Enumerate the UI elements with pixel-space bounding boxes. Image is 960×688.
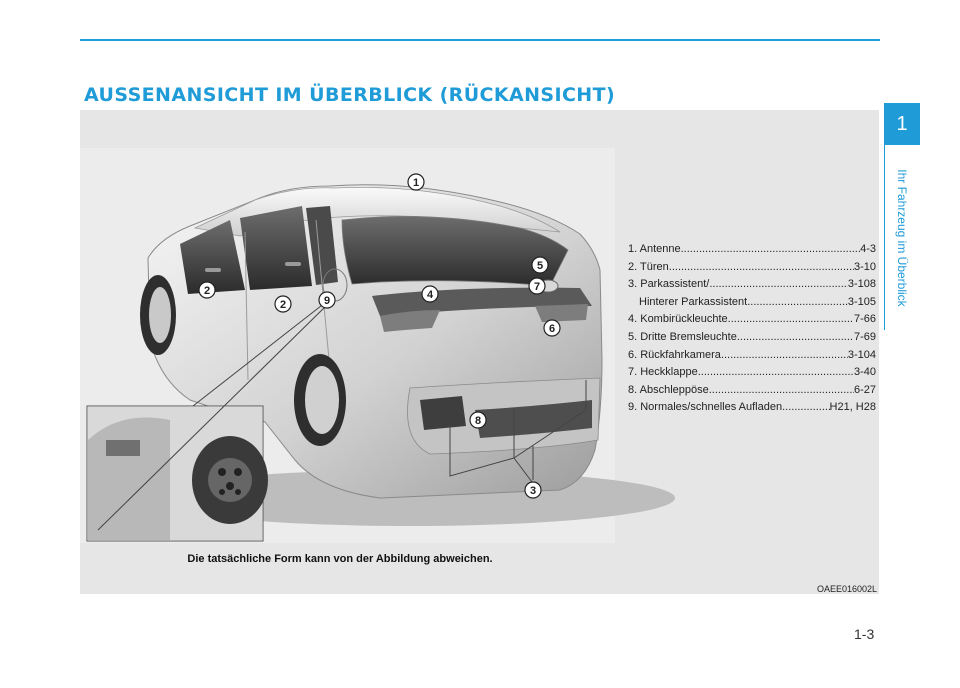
legend-item: 4. Kombirückleuchte ..... 7-66: [628, 311, 876, 329]
svg-text:2: 2: [279, 299, 287, 311]
legend-item: 3. Parkassistent/ ..... 3-108: [628, 276, 876, 294]
callout-parkassistent: [525, 482, 541, 498]
callout-heckklappe: [529, 278, 545, 294]
svg-text:1: 1: [412, 177, 420, 189]
legend-item: 2. Türen ..... 3-10: [628, 259, 876, 277]
callout-kombirueckleuchte: [422, 286, 438, 302]
front-wheel-rim: [149, 287, 171, 343]
front-door-handle: [205, 268, 221, 272]
callout-dritte-bremsleuchte: [532, 257, 548, 273]
svg-text:3: 3: [529, 485, 537, 497]
charge-flap-open: [88, 418, 170, 541]
chapter-rule: [884, 145, 885, 330]
svg-text:4: 4: [426, 289, 434, 301]
chapter-title: Ihr Fahrzeug im Überblick: [895, 169, 909, 307]
legend-item: 7. Heckklappe ..... 3-40: [628, 364, 876, 382]
right-tail-light: [535, 304, 588, 322]
svg-text:5: 5: [536, 260, 544, 272]
legend-item: 9. Normales/schnelles Aufladen ..... H21, H28: [628, 399, 876, 417]
callout-tueren-1: [199, 282, 215, 298]
parts-legend: [628, 241, 876, 417]
svg-text:8: 8: [474, 415, 482, 427]
callout-rueckfahrkamera: [544, 320, 560, 336]
svg-text:7: 7: [533, 281, 541, 293]
rear-side-window: [240, 206, 312, 290]
rear-door-handle: [285, 262, 301, 266]
legend-item: 8. Abschleppöse ..... 6-27: [628, 382, 876, 400]
page-title: AUSSENANSICHT IM ÜBERBLICK (RÜCKANSICHT): [84, 84, 616, 106]
legend-item: 1. Antenne ..... 4-3: [628, 241, 876, 259]
charge-socket-inner: [208, 458, 252, 502]
callout-antenne: [408, 174, 424, 190]
charge-flap-hinge: [106, 440, 140, 456]
svg-text:2: 2: [203, 285, 211, 297]
page-number: 1-3: [854, 626, 875, 642]
callout-aufladen: [319, 292, 335, 308]
legend-item: Hinterer Parkassistent ..... 3-105: [628, 294, 876, 312]
legend-item: 6. Rückfahrkamera ..... 3-104: [628, 347, 876, 365]
illustration-panel: [80, 110, 879, 594]
callout-abschleppoese: [470, 412, 486, 428]
disclaimer-note: Die tatsächliche Form kann von der Abbildung abweichen.: [187, 553, 493, 565]
chapter-tab[interactable]: 1: [884, 103, 920, 145]
legend-item: 5. Dritte Bremsleuchte ..... 7-69: [628, 329, 876, 347]
svg-text:9: 9: [323, 295, 331, 307]
top-rule: [80, 39, 880, 41]
rear-wheel-rim: [305, 366, 339, 434]
image-code: OAEE016002L: [816, 584, 877, 594]
bumper-reflector: [420, 396, 466, 430]
svg-text:6: 6: [548, 323, 556, 335]
callout-tueren-2: [275, 296, 291, 312]
